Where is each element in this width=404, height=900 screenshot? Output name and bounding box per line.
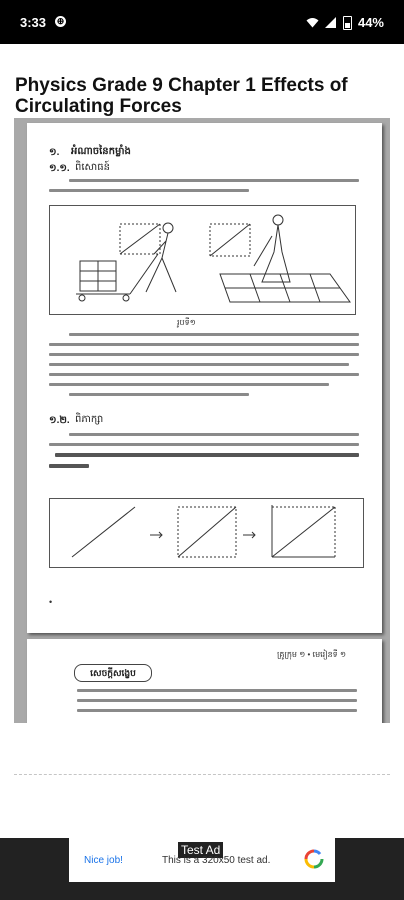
subsection-2-number: ១.២. — [49, 415, 70, 426]
battery-icon — [343, 16, 352, 30]
text-line — [49, 363, 349, 366]
wifi-icon — [306, 17, 319, 28]
ad-label: Test Ad — [178, 842, 223, 858]
content-divider — [14, 774, 390, 775]
figure-1-caption: រូបទី១ — [177, 318, 196, 327]
text-line — [69, 333, 359, 336]
figure-vector-decomposition — [49, 498, 364, 568]
page-title: Physics Grade 9 Chapter 1 Effects of Circulating Forces — [15, 75, 348, 117]
battery-percent: 44% — [357, 15, 384, 30]
signal-icon — [325, 17, 337, 28]
text-line — [49, 383, 329, 386]
text-line — [49, 373, 359, 376]
subsection-2-heading: ពិភាក្សា — [75, 414, 104, 425]
ad-cta[interactable]: Nice job! — [84, 855, 123, 866]
ad-logo-icon — [303, 848, 325, 870]
text-line — [49, 353, 359, 356]
text-line — [49, 343, 359, 346]
notification-icon: ⊕ — [56, 16, 65, 26]
text-line — [77, 699, 357, 702]
status-time: 3:33 — [20, 15, 47, 30]
figure-2-illustration — [50, 499, 363, 567]
page-2-header: គ្រូក្រុម ១ • មេរៀនទី ១ — [277, 650, 347, 659]
section-number: ១. — [49, 147, 60, 158]
text-line — [69, 179, 359, 182]
text-line — [69, 433, 359, 436]
summary-badge: សេចក្តីសង្ខេប — [74, 664, 152, 682]
status-bar — [0, 0, 404, 44]
text-line — [77, 709, 357, 712]
pdf-viewer[interactable] — [14, 118, 390, 723]
pdf-page-2[interactable] — [27, 639, 382, 723]
text-line-emphasis — [55, 453, 359, 457]
text-line-emphasis — [49, 464, 89, 468]
text-line — [77, 689, 357, 692]
page-footer-mark: • — [49, 597, 53, 607]
text-line — [49, 443, 359, 446]
section-heading: អំណាចនៃកម្លាំង — [71, 146, 131, 157]
figure-people-pushing — [49, 205, 356, 315]
figure-1-illustration — [50, 206, 355, 314]
subsection-1-heading: ពិសោធន៍ — [75, 162, 110, 173]
text-line — [69, 393, 249, 396]
ad-text: This is a 320x50 test ad. — [162, 855, 271, 866]
pdf-page-1[interactable] — [27, 123, 382, 633]
status-right — [306, 15, 384, 30]
subsection-1-number: ១.១. — [49, 163, 70, 174]
text-line — [49, 189, 249, 192]
